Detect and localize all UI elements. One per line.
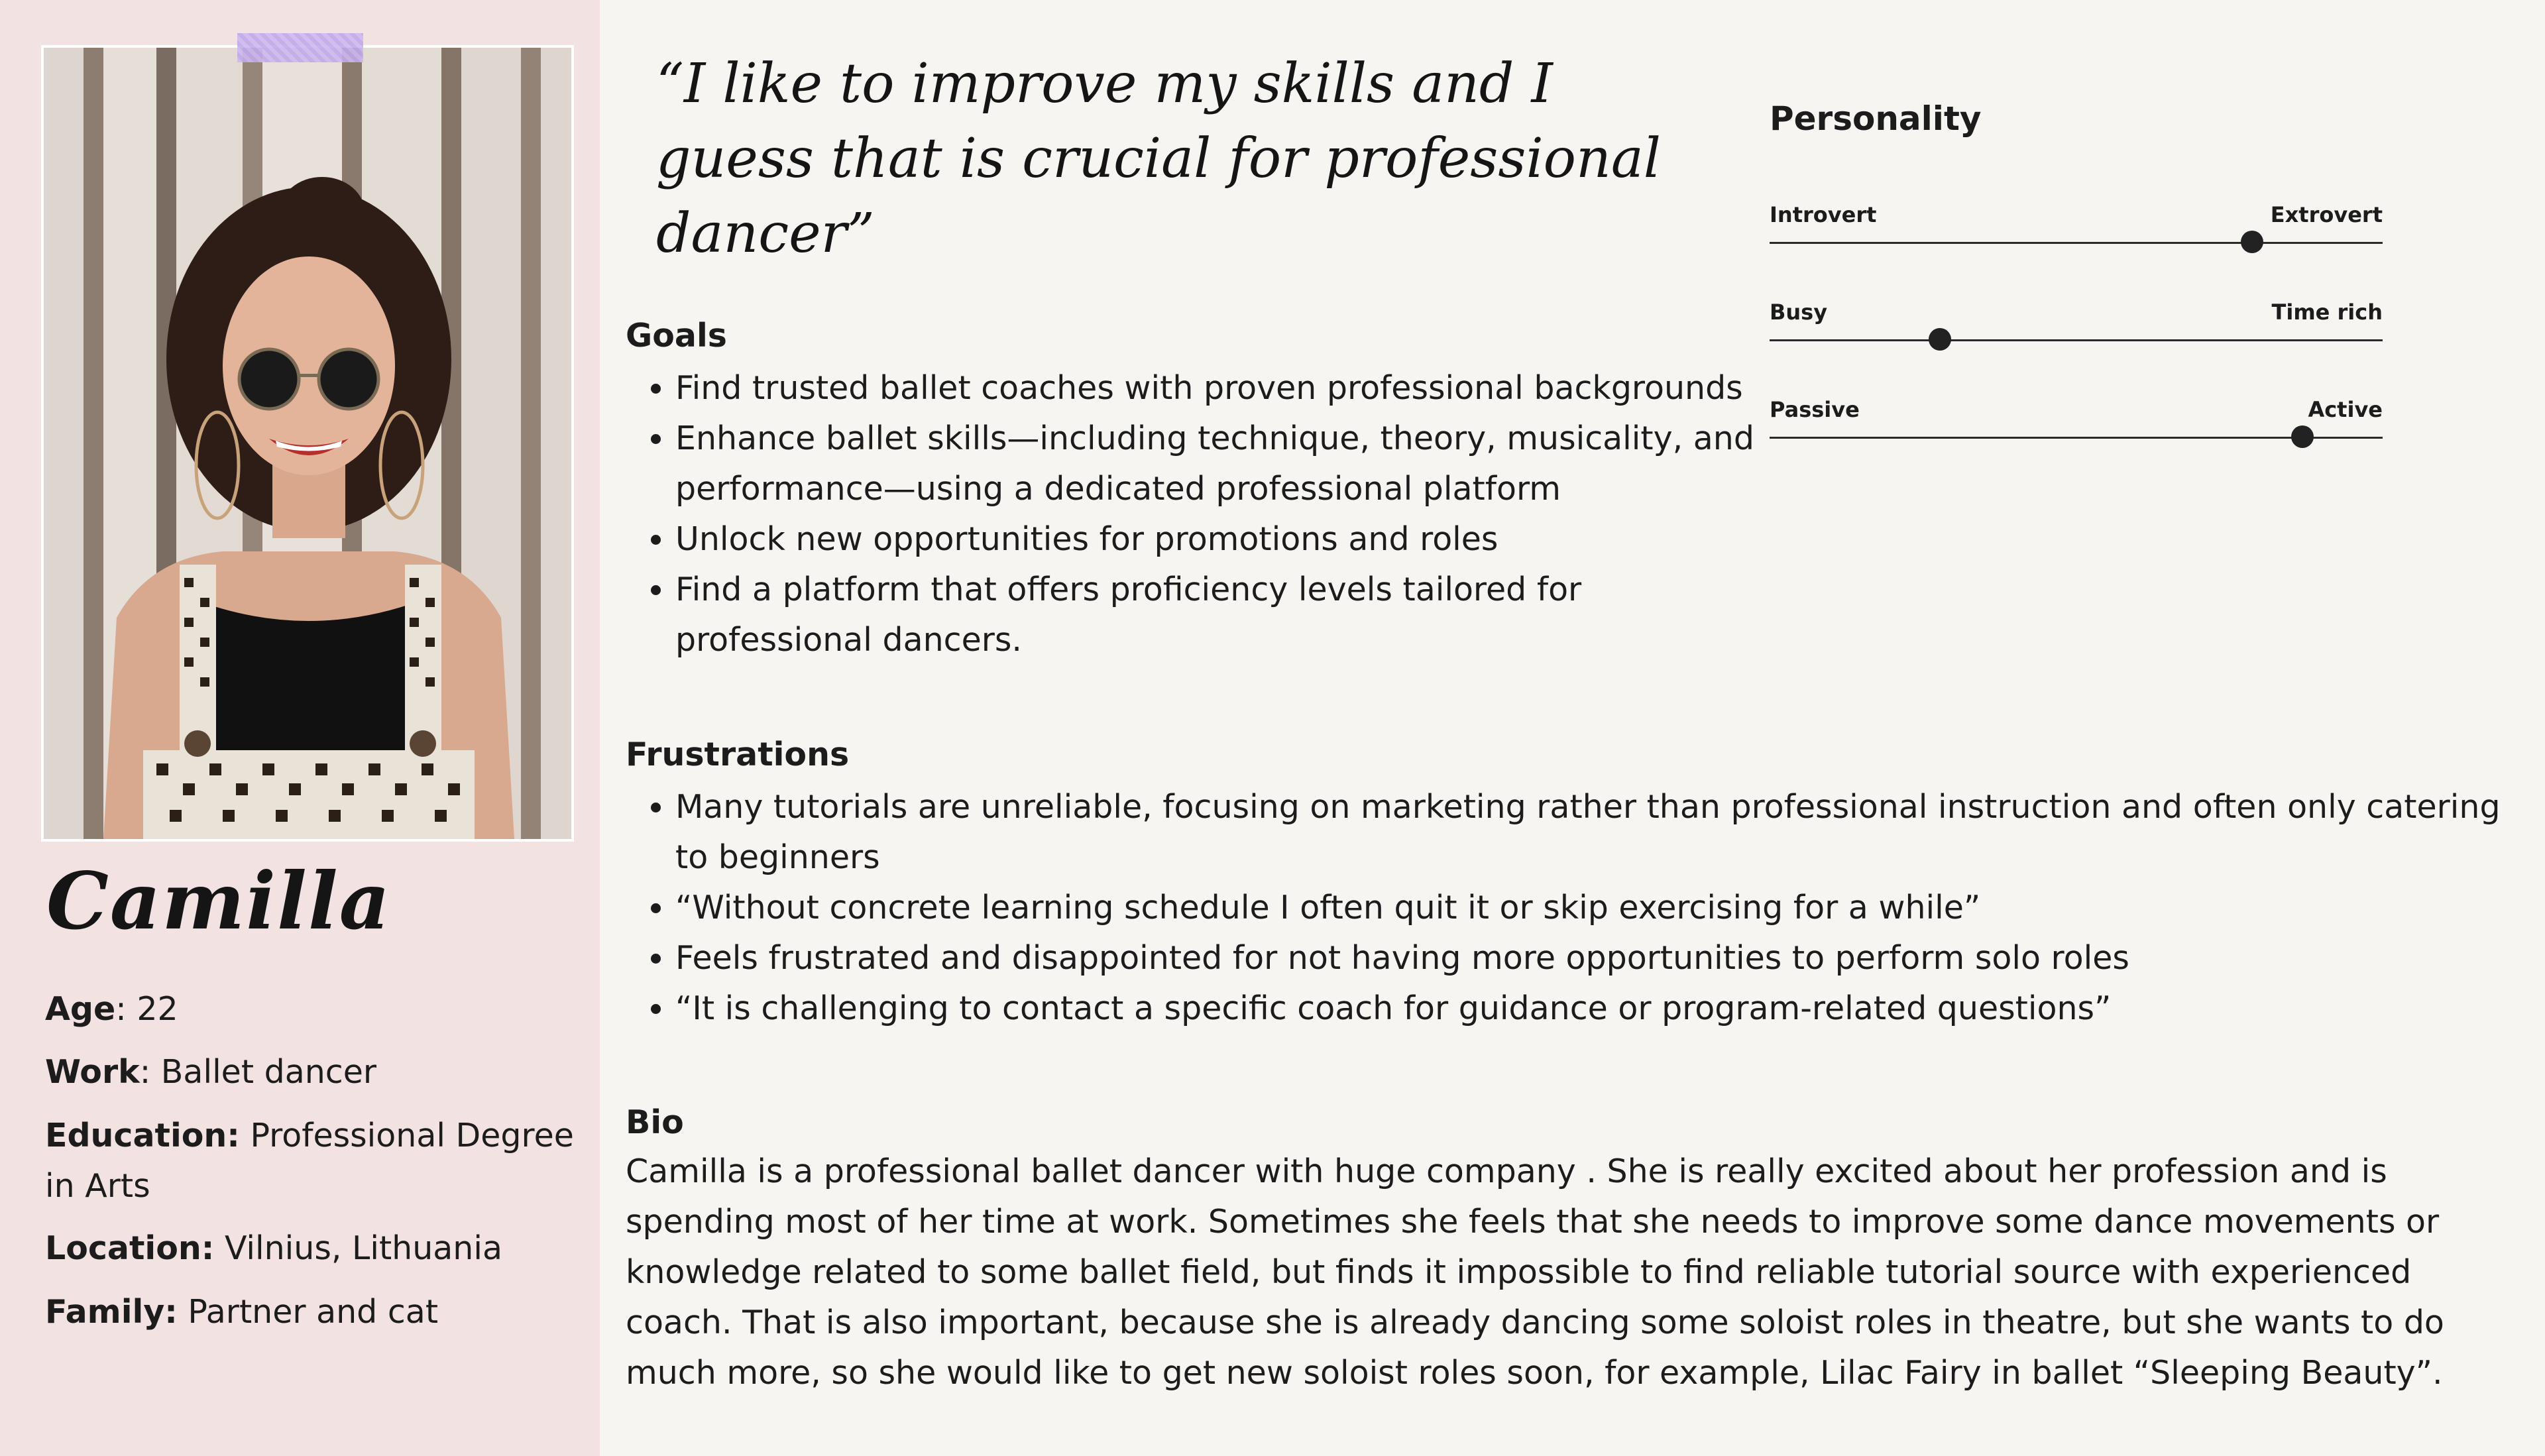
- slider-track: [1770, 339, 2383, 341]
- detail-label: Work: [45, 1053, 140, 1091]
- detail-label: Education:: [45, 1117, 240, 1154]
- persona-name: Camilla: [46, 855, 392, 947]
- persona-portrait-illustration: [44, 48, 571, 839]
- personality-slider-busy-timerich: [1770, 300, 2383, 359]
- detail-value: Vilnius, Lithuania: [214, 1229, 502, 1267]
- list-item: • Enhance ballet skills—including technique, theory, musicality, and performance—using a dedicated professional platform: [675, 414, 1776, 514]
- personality-title: Personality: [1770, 99, 1982, 138]
- slider-right-label: Active: [2308, 397, 2383, 422]
- slider-knob: [1929, 328, 1951, 351]
- detail-value: Professional Degree in Arts: [45, 1117, 574, 1205]
- detail-label: Family:: [45, 1293, 178, 1331]
- slider-track: [1770, 242, 2383, 244]
- goals-list: [626, 363, 1776, 665]
- slider-right-label: Extrovert: [2270, 202, 2383, 227]
- detail-label: Age: [45, 990, 116, 1028]
- detail-education: [45, 1111, 575, 1211]
- detail-value: Partner and cat: [177, 1293, 439, 1331]
- slider-knob: [2291, 425, 2314, 448]
- goals-title: Goals: [626, 317, 727, 355]
- detail-value: Ballet dancer: [150, 1053, 377, 1091]
- persona-photo: [41, 45, 574, 842]
- detail-location: [45, 1223, 575, 1274]
- list-item: • Unlock new opportunities for promotions and roles: [675, 514, 1776, 565]
- washi-tape-decoration: [237, 33, 363, 62]
- personality-slider-passive-active: [1770, 397, 2383, 457]
- frustrations-title: Frustrations: [626, 736, 850, 773]
- bio-text: Camilla is a professional ballet dancer with huge company . She is really excited about her profession and is spending most of her time at work. Sometimes she feels that she needs to improve some dance movements or knowledge related to some ballet field, but finds it impossible to find reliable tutorial source with experienced coach. That is also important, because she is already dancing some soloist roles in theatre, but she wants to do much more, so she would like to get new soloist roles soon, for example, Lilac Fairy in ballet “Sleeping Beauty”.: [626, 1152, 2444, 1392]
- personality-slider-introvert-extrovert: [1770, 202, 2383, 262]
- slider-left-label: Introvert: [1770, 202, 1877, 227]
- slider-right-label: Time rich: [2271, 300, 2383, 325]
- detail-value: 22: [126, 990, 178, 1028]
- list-item: • “Without concrete learning schedule I often quit it or skip exercising for a while”: [675, 883, 2538, 933]
- slider-knob: [2241, 231, 2263, 253]
- frustrations-list: [626, 782, 2538, 1034]
- profile-sidebar: [0, 0, 600, 1456]
- detail-label: Location:: [45, 1229, 215, 1267]
- list-item: • “It is challenging to contact a specific coach for guidance or program-related questions”: [675, 983, 2538, 1034]
- list-item: • Many tutorials are unreliable, focusing on marketing rather than professional instruction and often only catering to beginners: [675, 782, 2538, 883]
- slider-left-label: Passive: [1770, 397, 1860, 422]
- detail-family: [45, 1287, 575, 1337]
- slider-left-label: Busy: [1770, 300, 1828, 325]
- detail-age: Age: 22: [45, 990, 178, 1028]
- persona-quote: “I like to improve my skills and I guess that is crucial for professional dancer”: [656, 52, 1661, 265]
- detail-work: Work: Ballet dancer: [45, 1053, 377, 1091]
- list-item: • Find trusted ballet coaches with proven professional backgrounds: [675, 363, 1776, 414]
- list-item: • Feels frustrated and disappointed for not having more opportunities to perform solo roles: [675, 933, 2538, 983]
- bio-title: Bio: [626, 1103, 684, 1141]
- list-item: • Find a platform that offers proficiency levels tailored for professional dancers.: [675, 565, 1776, 665]
